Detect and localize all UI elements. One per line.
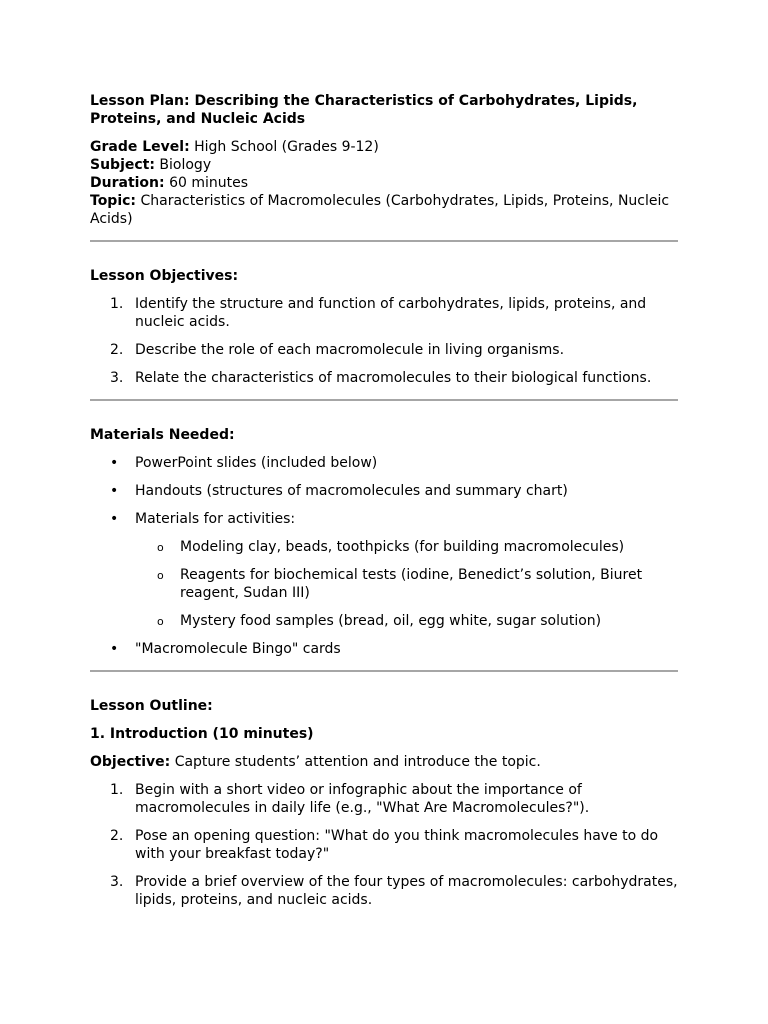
list-item-text: Pose an opening question: "What do you think macromolecules have to do with your breakfast today?" <box>135 828 659 862</box>
list-number: 1. <box>110 782 124 798</box>
list-item-text: Handouts (structures of macromolecules and summary chart) <box>135 483 568 499</box>
list-item-text: Materials for activities: <box>135 511 296 527</box>
meta-value: High School (Grades 9-12) <box>194 139 379 155</box>
sub-list-item-text: Mystery food samples (bread, oil, egg white, sugar solution) <box>180 613 602 629</box>
list-item <box>90 640 678 658</box>
bullet-icon: • <box>110 455 119 471</box>
document-title: Lesson Plan: Describing the Characteristics of Carbohydrates, Lipids, Proteins, and Nucleic Acids <box>90 93 638 127</box>
sub-list-item <box>135 538 678 556</box>
section-divider <box>90 399 678 401</box>
meta-label: Duration: <box>90 175 165 191</box>
list-item-text: Begin with a short video or infographic about the importance of macromolecules in daily life (e.g., "What Are Macromolecules?"). <box>135 782 590 816</box>
list-item <box>90 295 678 331</box>
list-item <box>90 510 678 630</box>
sub-list-item-text: Reagents for biochemical tests (iodine, Benedict’s solution, Biuret reagent, Sudan III) <box>180 567 643 601</box>
meta-value: Biology <box>159 157 212 173</box>
meta-grade-level <box>90 138 678 156</box>
meta-value: 60 minutes <box>169 175 249 191</box>
list-number: 3. <box>110 370 124 386</box>
bullet-icon: • <box>110 641 119 657</box>
materials-heading: Materials Needed: <box>90 427 235 443</box>
meta-subject <box>90 156 678 174</box>
list-number: 1. <box>110 296 124 312</box>
list-item-text: Describe the role of each macromolecule in living organisms. <box>135 342 565 358</box>
list-item <box>90 873 678 909</box>
list-item-text: Relate the characteristics of macromolecules to their biological functions. <box>135 370 652 386</box>
meta-topic <box>90 192 678 228</box>
circle-bullet-icon: o <box>157 541 164 554</box>
sub-list-item-text: Modeling clay, beads, toothpicks (for building macromolecules) <box>180 539 625 555</box>
introduction-objective <box>90 753 678 771</box>
circle-bullet-icon: o <box>157 569 164 582</box>
introduction-steps <box>90 781 678 909</box>
outline-heading: Lesson Outline: <box>90 698 213 714</box>
meta-label: Grade Level: <box>90 139 190 155</box>
introduction-heading: 1. Introduction (10 minutes) <box>90 726 314 742</box>
meta-label: Subject: <box>90 157 155 173</box>
objectives-list <box>90 295 678 387</box>
lesson-plan-document <box>90 92 678 919</box>
lesson-meta <box>90 138 678 228</box>
activity-materials-sublist <box>135 538 678 630</box>
list-number: 2. <box>110 828 124 844</box>
section-divider <box>90 670 678 672</box>
list-item-text: "Macromolecule Bingo" cards <box>135 641 341 657</box>
list-item <box>90 341 678 359</box>
circle-bullet-icon: o <box>157 615 164 628</box>
list-number: 2. <box>110 342 124 358</box>
list-item <box>90 454 678 472</box>
objective-text: Capture students’ attention and introduce the topic. <box>174 754 541 770</box>
list-item <box>90 369 678 387</box>
list-item <box>90 781 678 817</box>
objective-label: Objective: <box>90 754 171 770</box>
list-item <box>90 482 678 500</box>
list-number: 3. <box>110 874 124 890</box>
list-item-text: Provide a brief overview of the four types of macromolecules: carbohydrates, lipids, proteins, and nucleic acids. <box>135 874 678 908</box>
list-item-text: PowerPoint slides (included below) <box>135 455 378 471</box>
meta-label: Topic: <box>90 193 137 209</box>
bullet-icon: • <box>110 483 119 499</box>
meta-duration <box>90 174 678 192</box>
meta-value: Characteristics of Macromolecules (Carbohydrates, Lipids, Proteins, Nucleic Acids) <box>90 193 670 227</box>
list-item-text: Identify the structure and function of carbohydrates, lipids, proteins, and nucleic acids. <box>135 296 647 330</box>
sub-list-item <box>135 612 678 630</box>
section-divider <box>90 240 678 242</box>
sub-list-item <box>135 566 678 602</box>
objectives-heading: Lesson Objectives: <box>90 268 239 284</box>
list-item <box>90 827 678 863</box>
bullet-icon: • <box>110 511 119 527</box>
materials-list <box>90 454 678 658</box>
